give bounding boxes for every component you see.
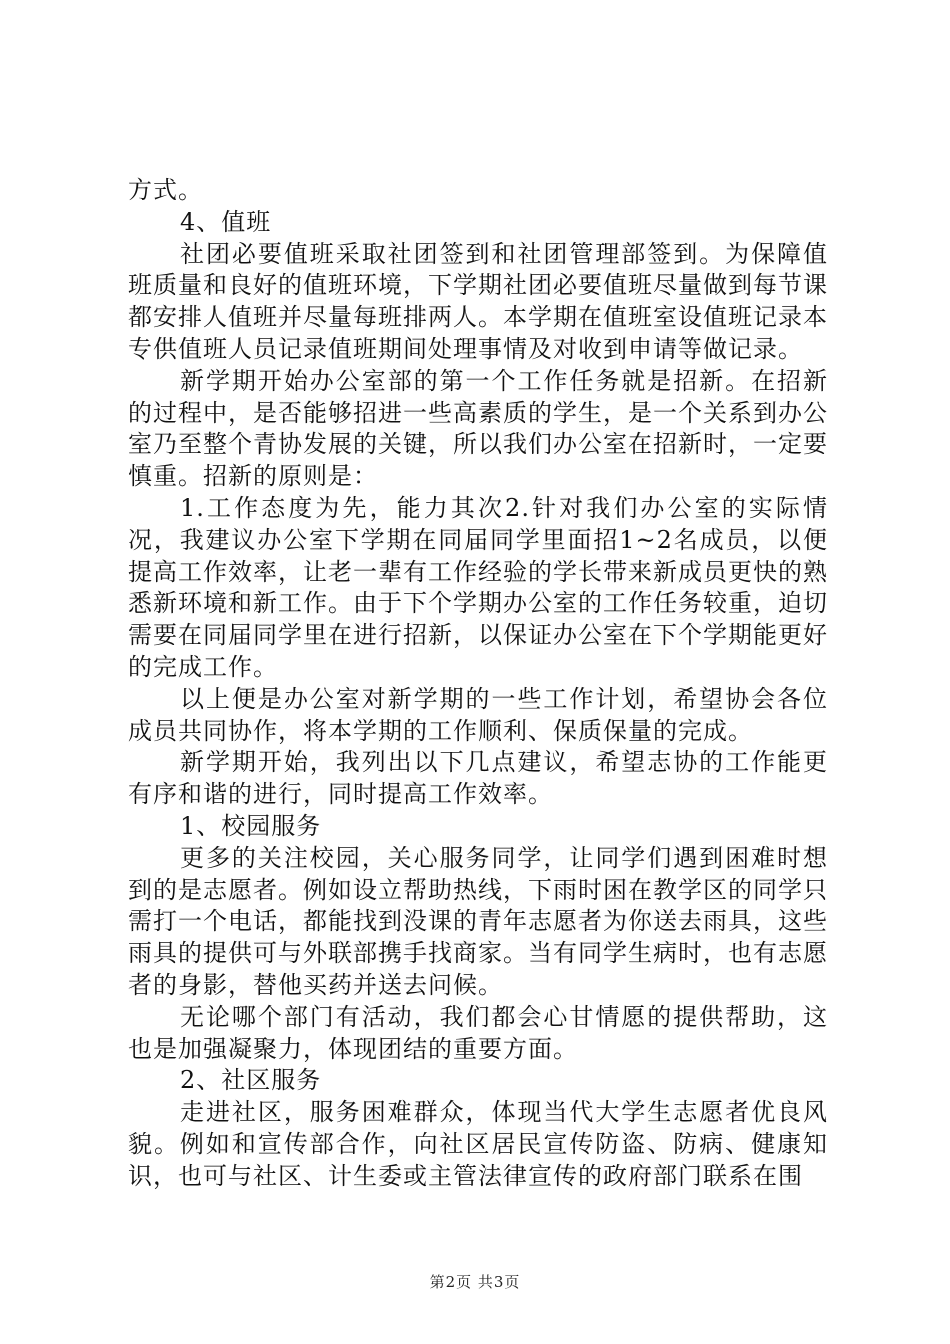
document-body — [128, 175, 828, 1193]
paragraph-summary: 以上便是办公室对新学期的一些工作计划，希望协会各位成员共同协作，将本学期的工作顺利、保质保量的完成。 — [128, 684, 828, 745]
paragraph-suggestions: 新学期开始，我列出以下几点建议，希望志协的工作能更有序和谐的进行，同时提高工作效率。 — [128, 748, 828, 809]
page-footer: 第2页 共3页 — [429, 1273, 521, 1291]
paragraph-0: 方式。 — [128, 176, 203, 204]
paragraph-principles: 1.工作态度为先，能力其次2.针对我们办公室的实际情况，我建议办公室下学期在同届同学里面招1~2名成员，以便提高工作效率，让老一辈有工作经验的学长带来新成员更快的熟悉新环境和新工作。由于下个学期办公室的工作任务较重，迫切需要在同届同学里在进行招新，以保证办公室在下个学期能更好的完成工作。 — [128, 493, 828, 681]
paragraph-community-service: 走进社区，服务困难群众，体现当代大学生志愿者优良风貌。例如和宣传部合作，向社区居民宣传防盗、防病、健康知识，也可与社区、计生委或主管法律宣传的政府部门联系在围 — [128, 1098, 828, 1190]
paragraph-duty: 社团必要值班采取社团签到和社团管理部签到。为保障值班质量和良好的值班环境，下学期社团必要值班尽量做到每节课都安排人值班并尽量每班排两人。本学期在值班室设值班记录本专供值班人员记录值班期间处理事情及对收到申请等做记录。 — [128, 239, 828, 363]
section-heading-duty: 4、值班 — [180, 207, 272, 236]
paragraph-cooperation: 无论哪个部门有活动，我们都会心甘情愿的提供帮助，这也是加强凝聚力，体现团结的重要方面。 — [128, 1002, 828, 1063]
paragraph-campus-service: 更多的关注校园，关心服务同学，让同学们遇到困难时想到的是志愿者。例如设立帮助热线，下雨时困在教学区的同学只需打一个电话，都能找到没课的青年志愿者为你送去雨具，这些雨具的提供可与外联部携手找商家。当有同学生病时，也有志愿者的身影，替他买药并送去问候。 — [128, 843, 828, 999]
section-heading-community-service: 2、社区服务 — [180, 1066, 322, 1095]
paragraph-recruitment: 新学期开始办公室部的第一个工作任务就是招新。在招新的过程中，是否能够招进一些高素质的学生，是一个关系到办公室乃至整个青协发展的关键，所以我们办公室在招新时，一定要慎重。招新的原则是： — [128, 366, 828, 491]
section-heading-campus-service: 1、校园服务 — [180, 811, 322, 840]
